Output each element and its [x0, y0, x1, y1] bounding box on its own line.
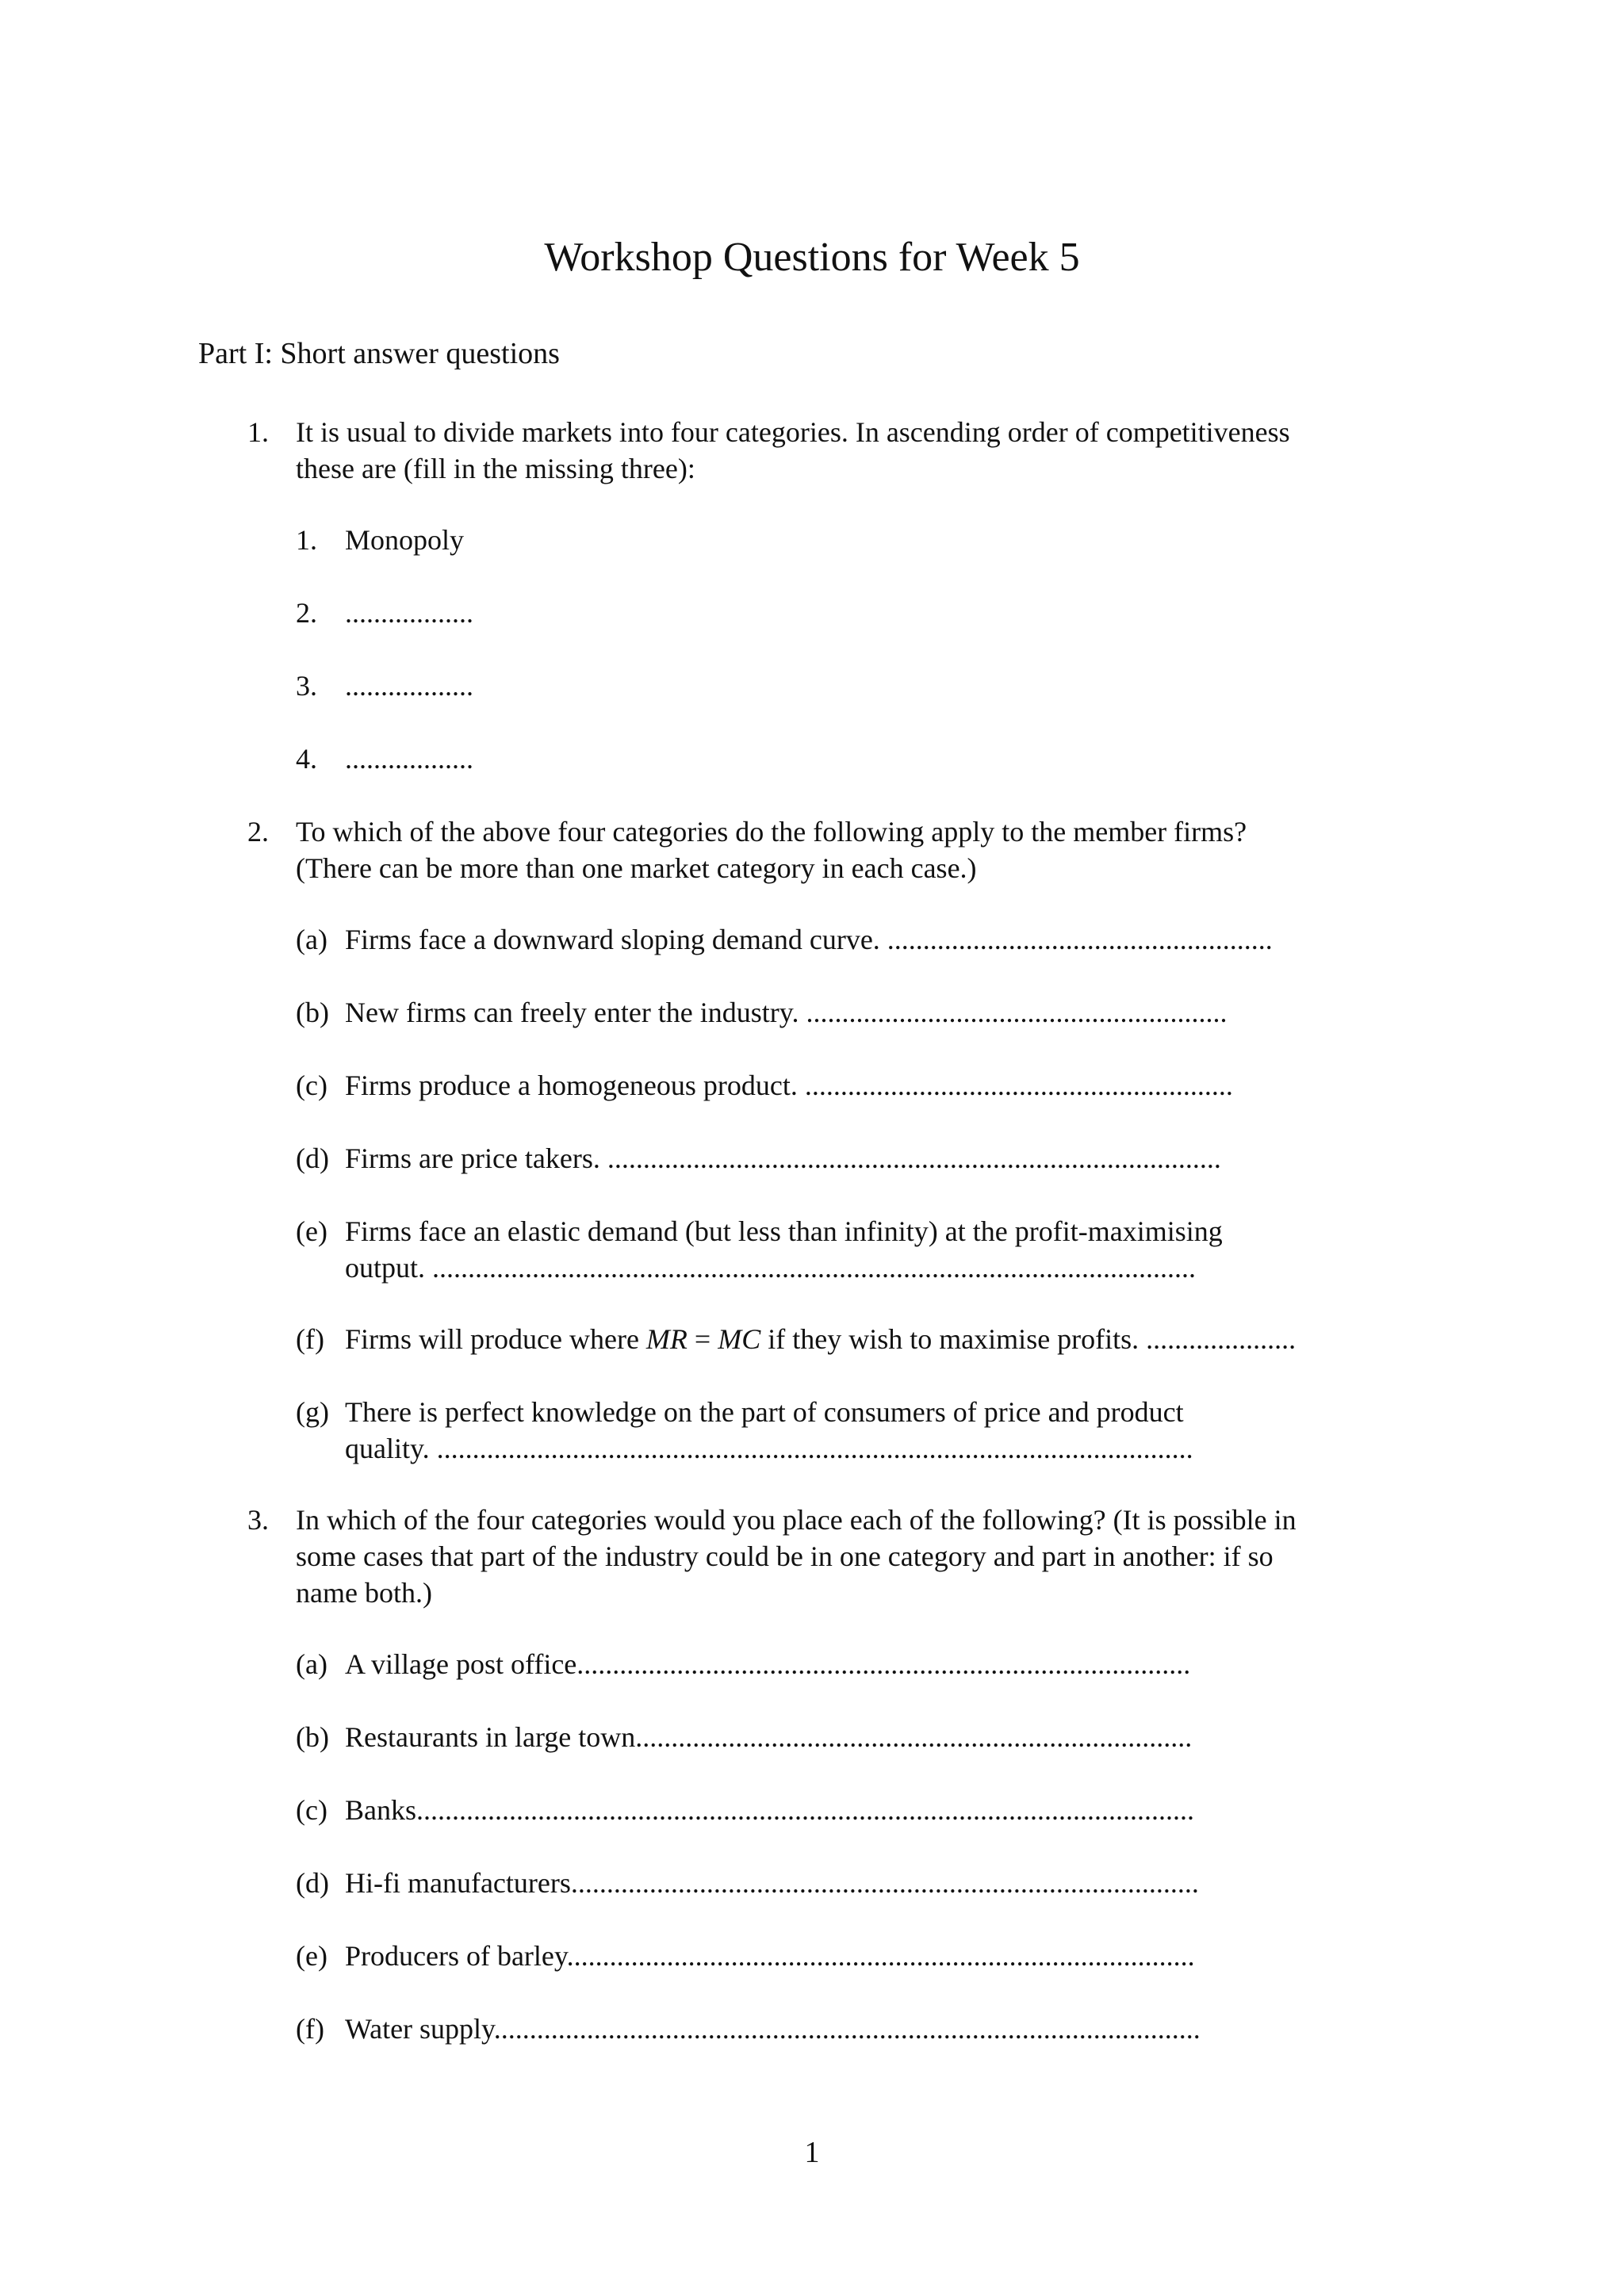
- q2-g-text-line-2: quality. ..........................................................................................................: [345, 1433, 1193, 1464]
- question-3-text-line-3: name both.): [296, 1577, 432, 1609]
- q1-item-4-number: 4.: [296, 743, 317, 775]
- q3-e-label: (e): [296, 1940, 327, 1972]
- q3-f-text: Water supply...................................................................................................: [345, 2013, 1201, 2045]
- q2-f-text-after: if they wish to maximise profits. .....................: [760, 1323, 1297, 1355]
- q1-item-3-blank: ..................: [345, 670, 473, 702]
- question-3-text-line-1: In which of the four categories would you place each of the following? (It is possible in: [296, 1504, 1297, 1536]
- q3-d-text: Hi-fi manufacturers........................................................................................: [345, 1867, 1199, 1899]
- question-1-text-line-2: these are (fill in the missing three):: [296, 453, 695, 484]
- q1-item-3-number: 3.: [296, 670, 317, 702]
- q2-b-label: (b): [296, 997, 329, 1028]
- question-1-number: 1.: [247, 416, 269, 448]
- q3-f-label: (f): [296, 2013, 324, 2045]
- q2-g-text-line-1: There is perfect knowledge on the part of consumers of price and product: [345, 1396, 1184, 1428]
- q2-e-label: (e): [296, 1215, 327, 1247]
- q2-d-text: Firms are price takers. ......................................................................................: [345, 1142, 1221, 1174]
- q2-e-text-line-1: Firms face an elastic demand (but less than infinity) at the profit-maximising: [345, 1215, 1223, 1247]
- q1-item-1-number: 1.: [296, 524, 317, 556]
- q2-f-eq: =: [687, 1323, 718, 1355]
- q2-f-text: [345, 1321, 1296, 1357]
- q2-b-text: New firms can freely enter the industry. ...........................................................: [345, 997, 1228, 1028]
- q2-c-label: (c): [296, 1070, 327, 1101]
- question-2-text-line-2: (There can be more than one market category in each case.): [296, 852, 977, 884]
- q3-a-text: A village post office......................................................................................: [345, 1648, 1191, 1680]
- q3-d-label: (d): [296, 1867, 329, 1899]
- question-3-number: 3.: [247, 1504, 269, 1536]
- q1-item-4-blank: ..................: [345, 743, 473, 775]
- question-2-text-line-1: To which of the above four categories do the following apply to the member firms?: [296, 816, 1247, 848]
- q2-f-text-before: Firms will produce where: [345, 1323, 646, 1355]
- q2-f-mr: MR: [645, 1323, 688, 1355]
- q2-a-label: (a): [296, 924, 327, 955]
- q2-f-mc: MC: [718, 1323, 761, 1355]
- q3-c-text: Banks.............................................................................................................: [345, 1794, 1194, 1826]
- question-3-text-line-2: some cases that part of the industry could be in one category and part in another: if so: [296, 1540, 1274, 1572]
- q2-g-label: (g): [296, 1396, 329, 1428]
- q1-item-1-text: Monopoly: [345, 524, 465, 556]
- q3-c-label: (c): [296, 1794, 327, 1826]
- page-title: Workshop Questions for Week 5: [544, 235, 1080, 280]
- q3-b-label: (b): [296, 1721, 329, 1753]
- q2-d-label: (d): [296, 1142, 329, 1174]
- q2-a-text: Firms face a downward sloping demand curve. ......................................................: [345, 924, 1273, 955]
- page-number: 1: [804, 2136, 820, 2169]
- q1-item-2-blank: ..................: [345, 597, 473, 629]
- q2-e-text-line-2: output. ...........................................................................................................: [345, 1252, 1197, 1284]
- question-2-number: 2.: [247, 816, 269, 848]
- q1-item-2-number: 2.: [296, 597, 317, 629]
- part-heading: Part I: Short answer questions: [198, 337, 560, 370]
- q2-f-label: (f): [296, 1323, 324, 1355]
- q3-b-text: Restaurants in large town..............................................................................: [345, 1721, 1193, 1753]
- q3-e-text: Producers of barley........................................................................................: [345, 1940, 1195, 1972]
- q2-c-text: Firms produce a homogeneous product. ............................................................: [345, 1070, 1233, 1101]
- question-1-text-line-1: It is usual to divide markets into four categories. In ascending order of competitiveness: [296, 416, 1290, 448]
- q3-a-label: (a): [296, 1648, 327, 1680]
